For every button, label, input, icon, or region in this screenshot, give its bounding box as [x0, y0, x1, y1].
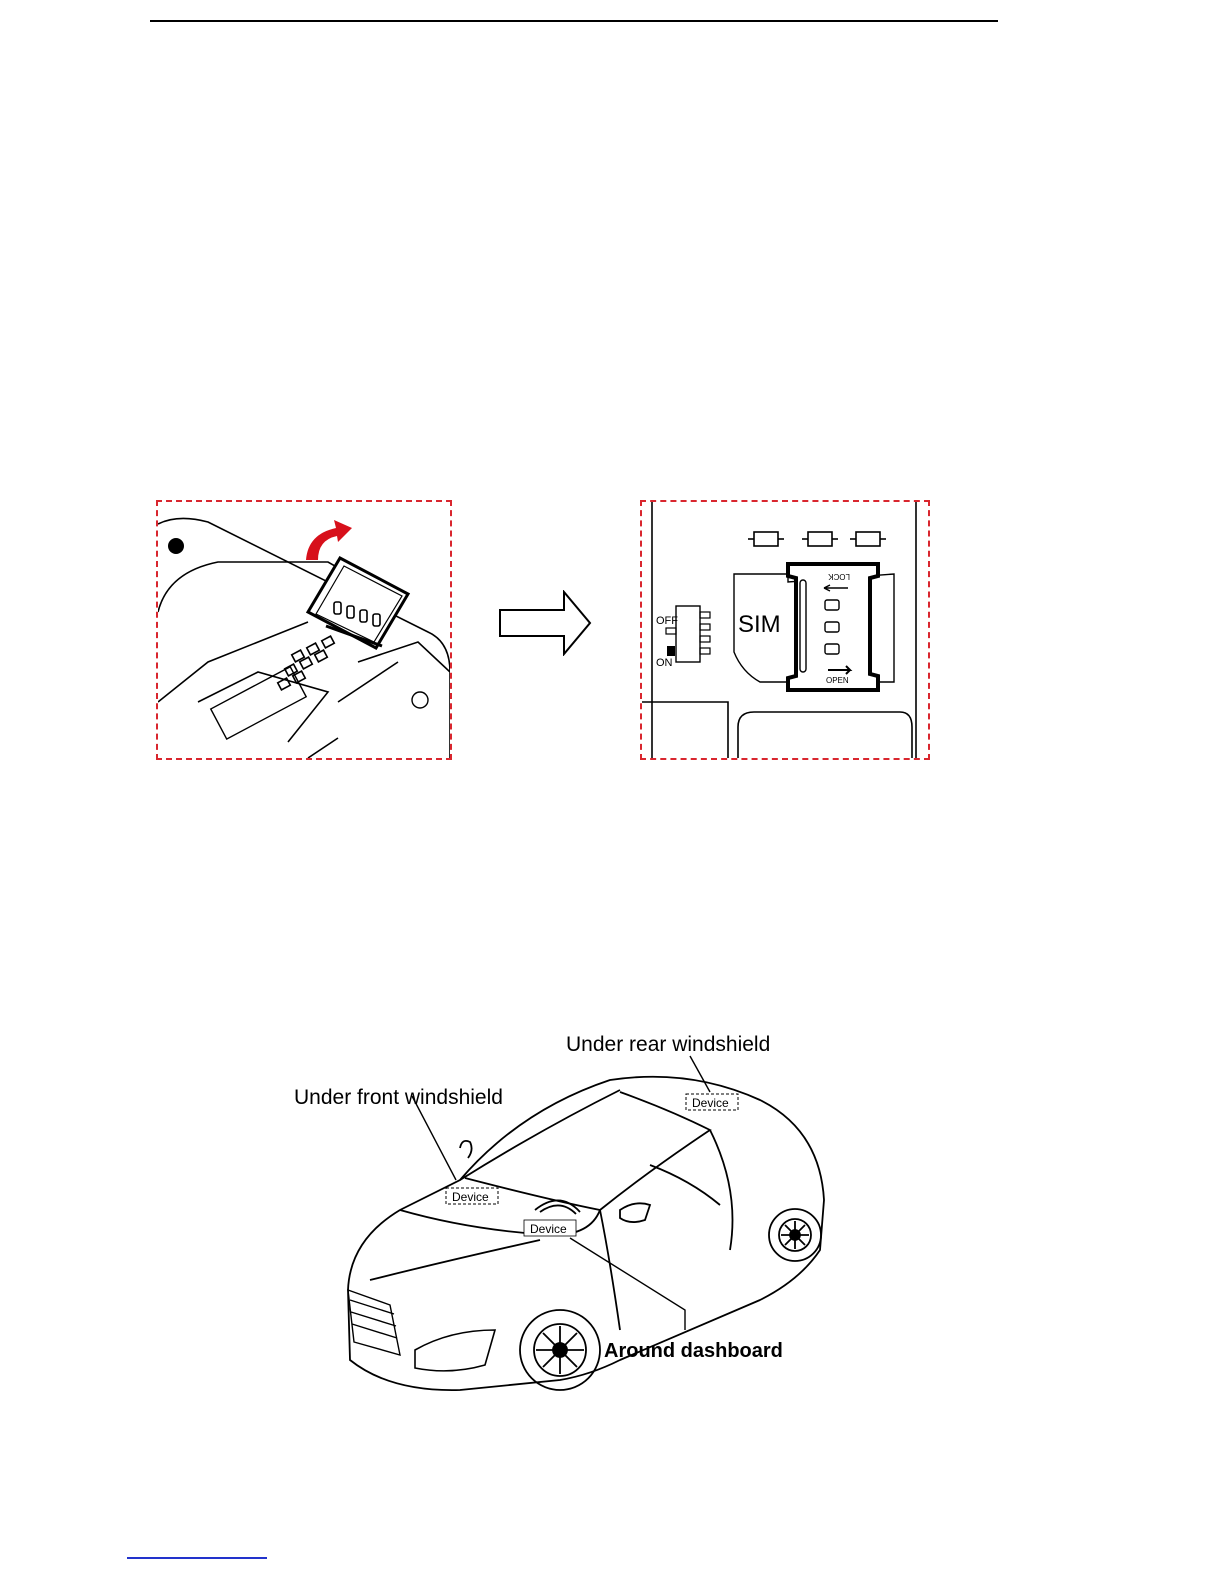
sim-slot-drawing	[642, 502, 928, 758]
sim-slot-illustration	[640, 500, 930, 760]
sim-label: SIM	[738, 611, 781, 638]
vehicle-install-locations-figure	[290, 1030, 830, 1402]
device-tag-front-label: Device	[452, 1190, 489, 1204]
front-wheel-icon	[520, 1310, 600, 1390]
header-rule	[150, 20, 998, 22]
open-label: OPEN	[826, 676, 849, 685]
rear-wheel-icon	[769, 1209, 821, 1261]
sim-tray	[308, 558, 408, 648]
screw-hole-icon	[168, 538, 184, 554]
device-tag-dashboard-label: Device	[530, 1222, 567, 1236]
next-step-arrow-icon	[498, 590, 594, 656]
dashboard-leader-line	[570, 1238, 685, 1330]
rear-leader-line	[690, 1056, 710, 1092]
power-switch	[656, 606, 710, 669]
label-around-dashboard: Around dashboard	[604, 1340, 783, 1362]
footer-link-underline	[127, 1557, 267, 1559]
label-front-windshield: Under front windshield	[294, 1086, 503, 1109]
switch-on-label: ON	[656, 657, 673, 669]
screw-icon	[412, 692, 428, 708]
chip-components-icon	[748, 532, 886, 546]
label-rear-windshield: Under rear windshield	[566, 1033, 771, 1056]
car-drawing	[290, 1030, 830, 1402]
contact-pads	[278, 636, 335, 690]
device-tag-dashboard	[524, 1220, 576, 1236]
device-tag-rear	[686, 1094, 738, 1110]
sim-tray-open-drawing	[158, 502, 450, 758]
sim-tray-open-illustration	[156, 500, 452, 760]
sim-holder	[788, 564, 878, 690]
grille-icon	[348, 1290, 400, 1355]
device-tag-front	[446, 1188, 498, 1204]
lock-label: LOCK	[828, 572, 850, 581]
switch-off-label: OFF	[656, 615, 678, 627]
device-tag-rear-label: Device	[692, 1096, 729, 1110]
lift-arrow-icon	[306, 520, 352, 560]
